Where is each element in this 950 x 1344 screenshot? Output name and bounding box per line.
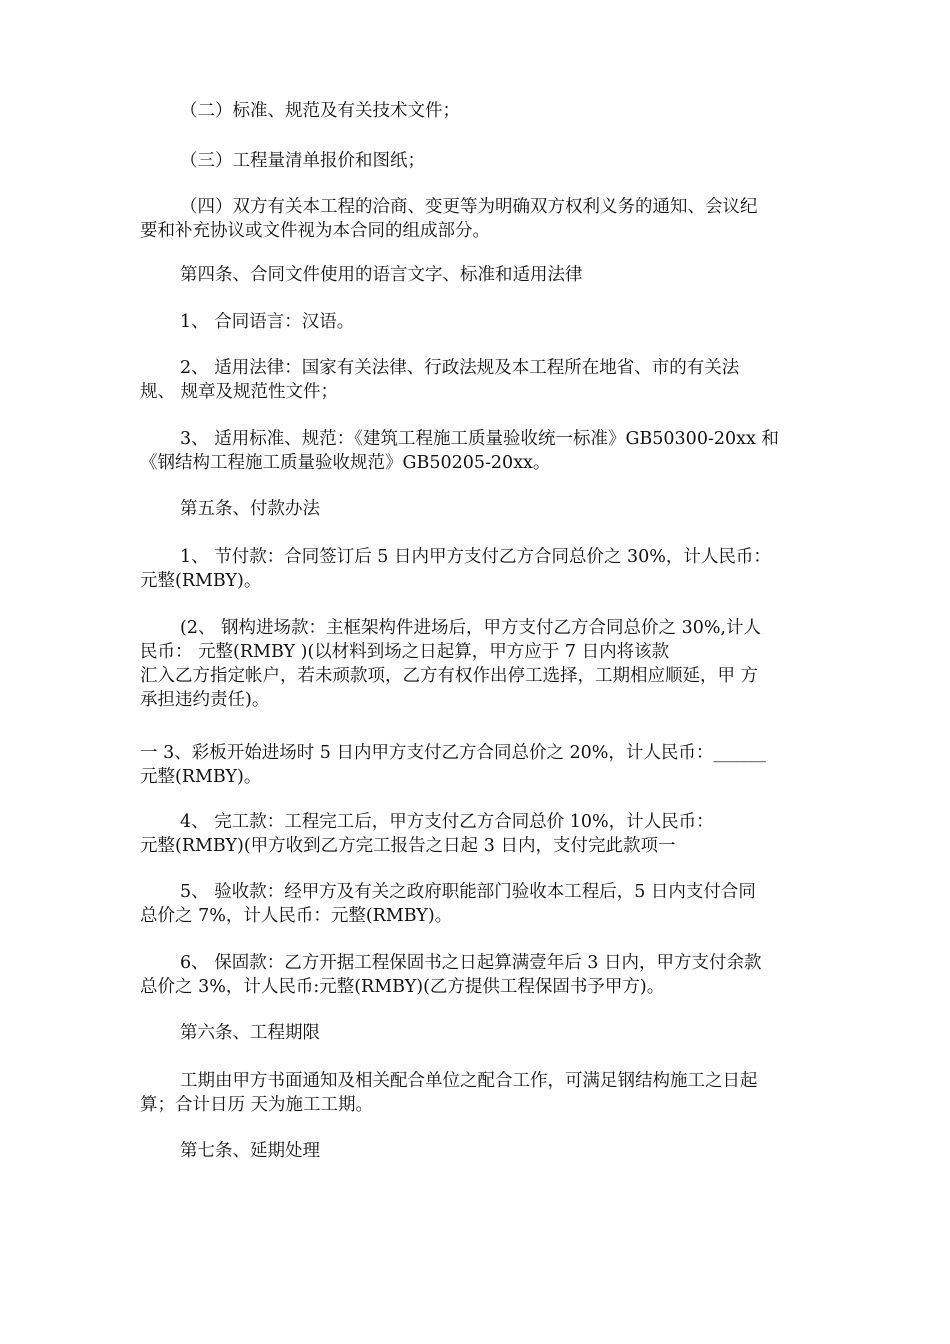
text-line: 汇入乙方指定帐户，若未顽款项，乙方有权作出停工选择，工期相应顺延，甲 方	[140, 666, 759, 686]
paragraph-payment-4	[140, 810, 820, 858]
section-heading-article-5	[140, 497, 820, 521]
paragraph-supplementary-agreements	[140, 195, 820, 243]
text-line: 第六条、工程期限	[180, 1023, 320, 1043]
paragraph-bill-of-quantities	[140, 149, 820, 173]
text-line: 要和补充协议或文件视为本合同的组成部分。	[140, 221, 490, 241]
text-line: （四）双方有关本工程的洽商、变更等为明确双方权利义务的通知、会议纪	[180, 197, 758, 217]
text-line: 1、 合同语言：汉语。	[180, 312, 355, 332]
text-line: (2、 钢构进场款：主框架构件进场后，甲方支付乙方合同总价之 30%,计人	[180, 618, 762, 638]
text-line: （二）标准、规范及有关技术文件；	[180, 101, 460, 121]
text-line: 第七条、延期处理	[180, 1141, 320, 1161]
paragraph-contract-language	[140, 310, 820, 334]
text-line: 元整(RMBY)(甲方收到乙方完工报告之日起 3 日内，支付完此款项一	[140, 836, 676, 856]
section-heading-article-7	[140, 1139, 820, 1163]
paragraph-payment-5	[140, 880, 820, 928]
text-line: 算；合计日历 天为施工工期。	[140, 1095, 374, 1115]
text-line: 元整(RMBY)。	[140, 767, 262, 787]
paragraph-applicable-standards	[140, 427, 820, 475]
paragraph-payment-6	[140, 951, 820, 999]
text-line: 总价之 7%，计人民币：元整(RMBY)。	[140, 906, 453, 926]
text-line: 第五条、付款办法	[180, 499, 320, 519]
text-line: 承担违约责任)。	[140, 690, 270, 710]
text-line: 《钢结构工程施工质量验收规范》GB50205-20xx。	[140, 453, 551, 473]
text-line: 元整(RMBY)。	[140, 571, 262, 591]
text-line: 1、 节付款：合同签订后 5 日内甲方支付乙方合同总价之 30%，计人民币：	[180, 547, 771, 567]
text-line: 6、 保固款：乙方开据工程保固书之日起算满壹年后 3 日内，甲方支付余款	[180, 953, 762, 973]
text-line: 工期由甲方书面通知及相关配合单位之配合工作，可满足钢结构施工之日起	[180, 1071, 758, 1091]
paragraph-standards	[140, 99, 820, 123]
text-line: 4、 完工款：工程完工后，甲方支付乙方合同总价 10%，计人民币：	[180, 812, 714, 832]
section-heading-article-4	[140, 263, 820, 287]
paragraph-construction-period	[140, 1069, 820, 1117]
paragraph-applicable-law	[140, 356, 820, 404]
text-line: 总价之 3%，计人民币:元整(RMBY)(乙方提供工程保固书予甲方)。	[140, 977, 665, 997]
text-line: 5、 验收款：经甲方及有关之政府职能部门验收本工程后，5 日内支付合同	[180, 882, 756, 902]
text-line: 3、 适用标准、规范：《建筑工程施工质量验收统一标准》GB50300-20xx 和	[180, 429, 779, 449]
text-line: 规、 规章及规范性文件；	[140, 382, 339, 402]
section-heading-article-6	[140, 1021, 820, 1045]
paragraph-payment-1	[140, 545, 820, 593]
text-line: 第四条、合同文件使用的语言文字、标准和适用法律	[180, 265, 583, 285]
text-line: 2、 适用法律：国家有关法律、行政法规及本工程所在地省、市的有关法	[180, 358, 740, 378]
paragraph-payment-3	[140, 741, 820, 789]
text-line: 民币： 元整(RMBY )(以材料到场之日起算，甲方应于 7 日内将该款	[140, 642, 670, 662]
text-line: （三）工程量清单报价和图纸；	[180, 151, 425, 171]
paragraph-payment-2	[140, 616, 820, 712]
text-line: 一 3、彩板开始进场时 5 日内甲方支付乙方合同总价之 20%，计人民币：______	[140, 743, 766, 763]
